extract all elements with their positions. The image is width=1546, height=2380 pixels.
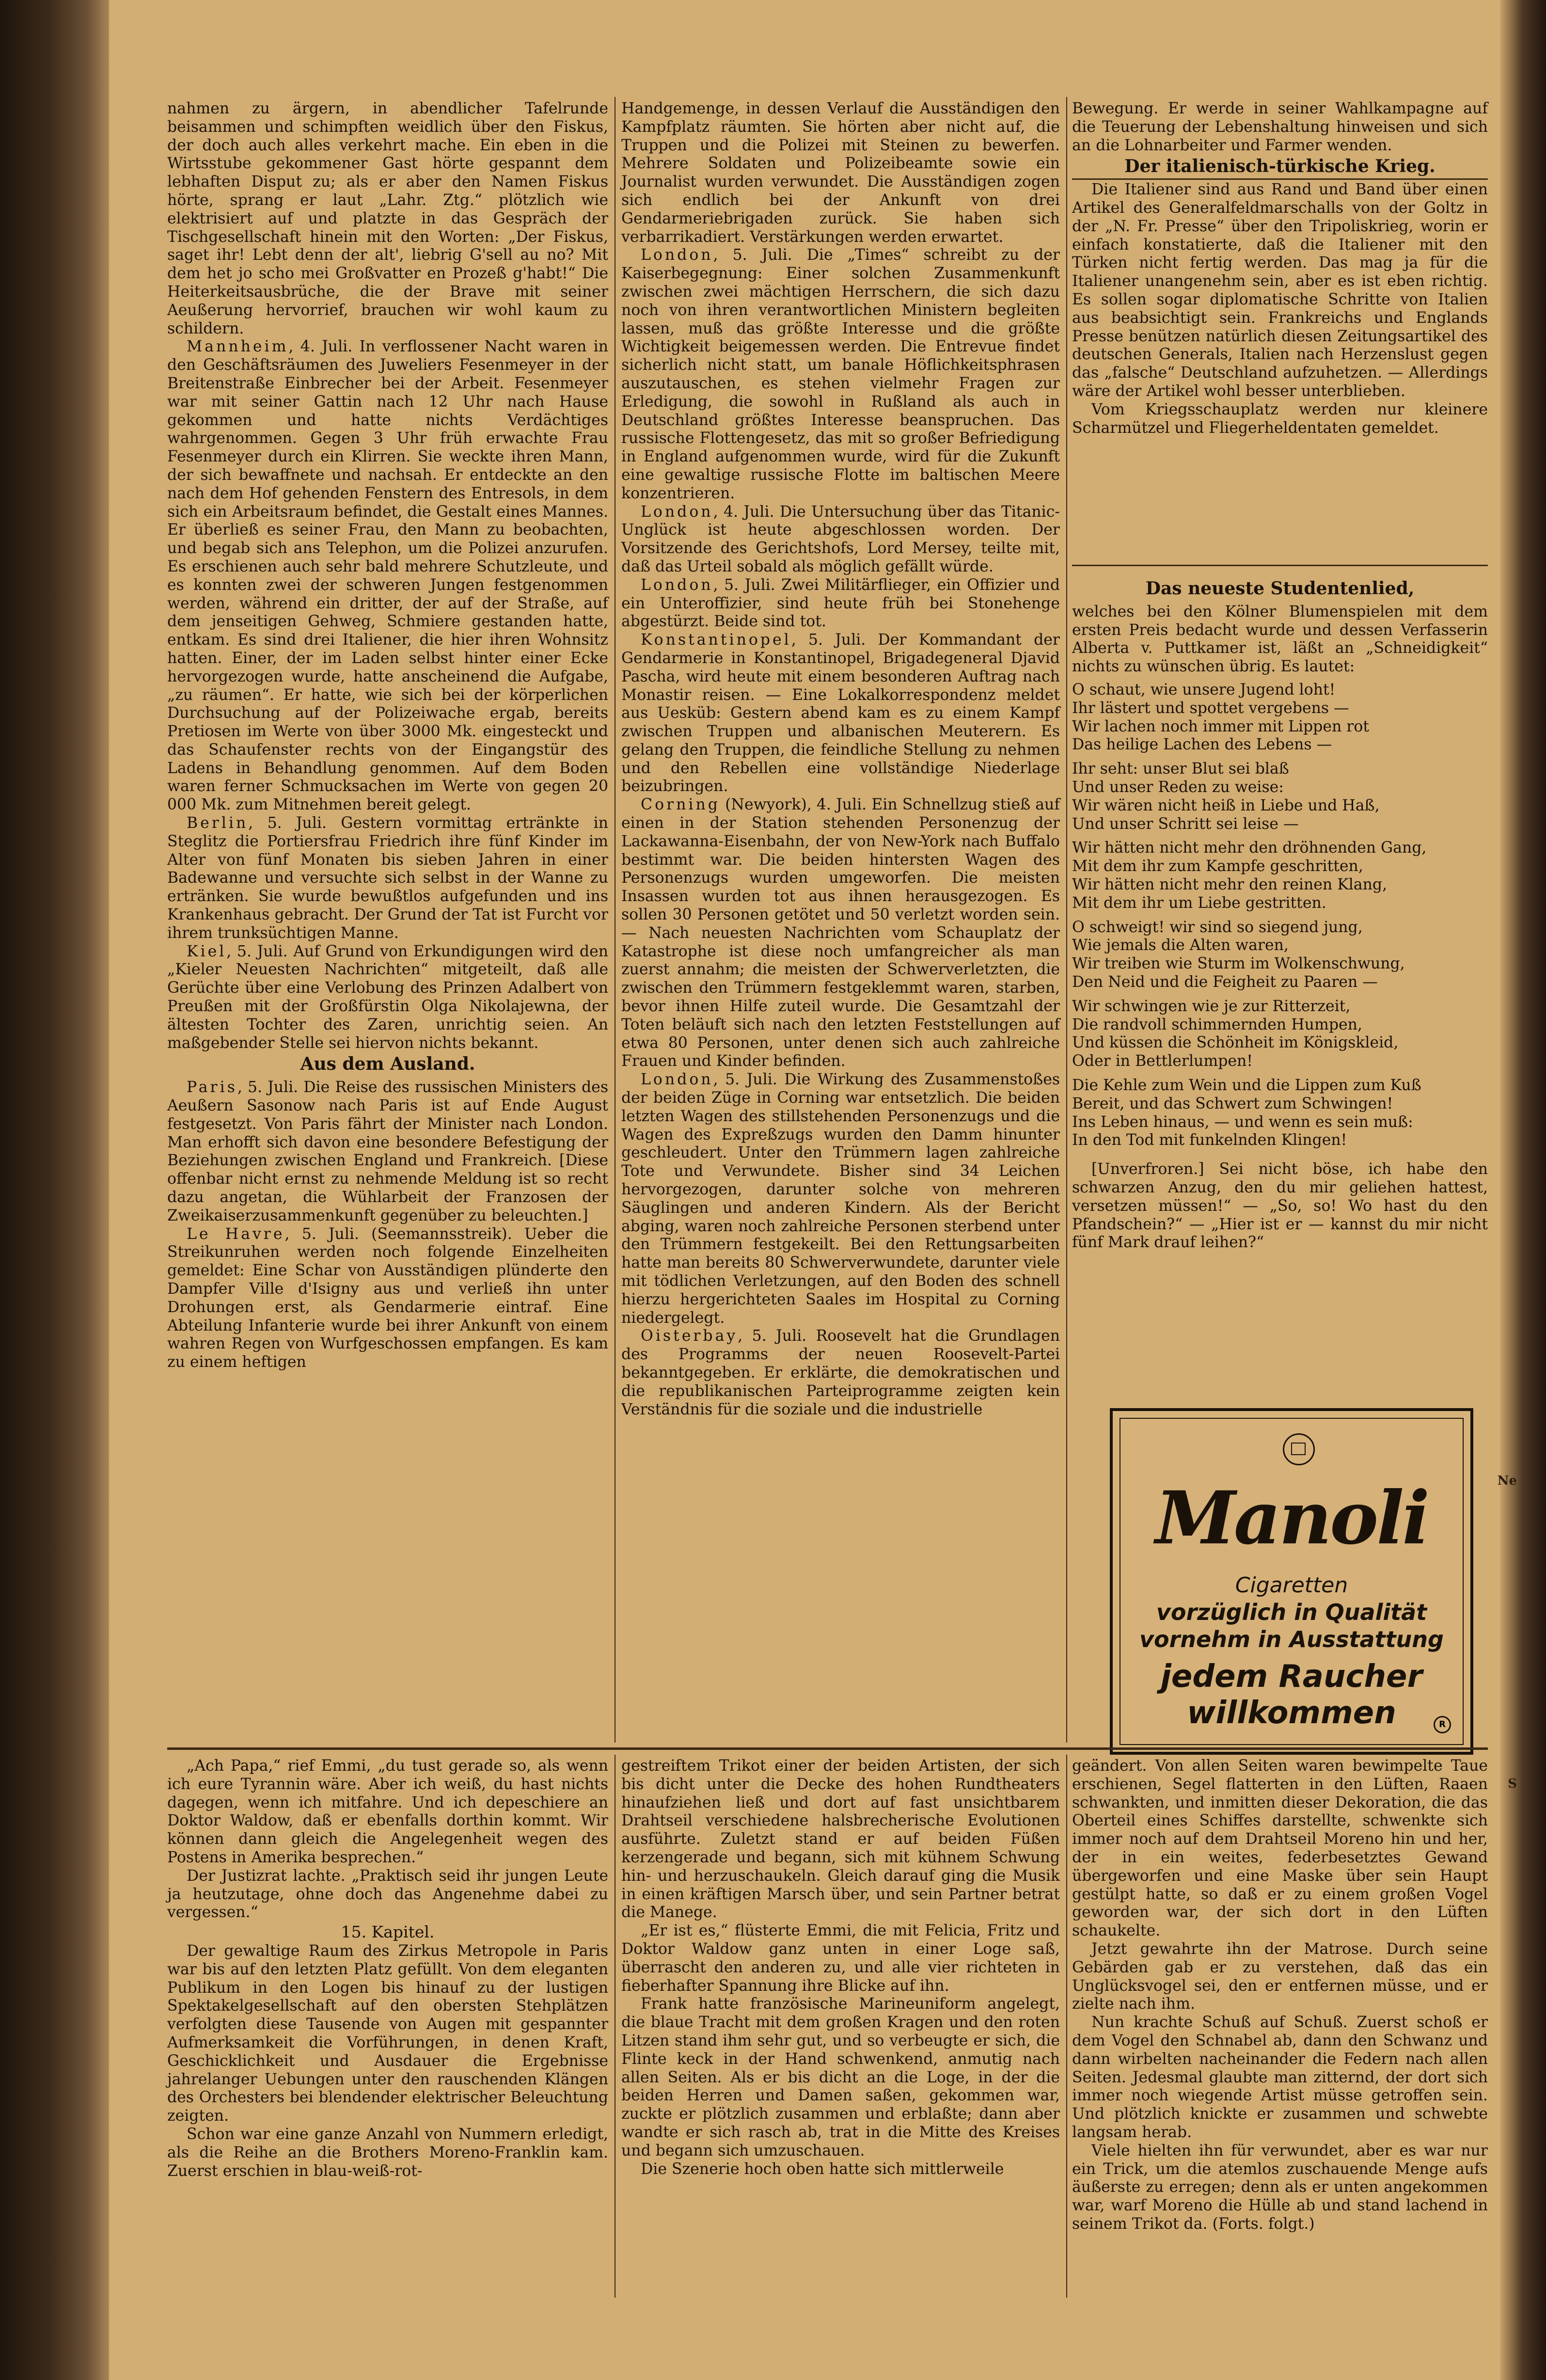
- paragraph-text: , 5. Juli. Roosevelt hat die Grundlagen des Programms der neuen Roosevelt-Partei bekanntgegeben. Er erklärte, die demokratischen und die republikanischen Parteiprogramme zeigten kein Verständnis für die soziale und die industrielle: [621, 1327, 1060, 1418]
- paragraph-text: Handgemenge, in dessen Verlauf die Ausständigen den Kampfplatz räumten. Sie hörten aber nicht auf, die Truppen und die Polizei mit Steinen zu bewerfen. Mehrere Soldaten und Polizeibeamte sowie ein Journalist wurden verwundet. Die Ausständigen zogen sich endlich bei der Ankunft von drei Gendarmeriebrigaden zurück. Sie haben sich verbarrikadiert. Verstärkungen werden erwartet.: [621, 100, 1060, 246]
- section-rule: [1072, 178, 1488, 180]
- paragraph-text: „Ach Papa,“ rief Emmi, „du tust gerade so, als wenn ich eure Tyrannin wäre. Aber ich weiß, du hast nichts dagegen, wenn ich mitfahre. Und ich depeschiere an Doktor Waldow, daß er ebenfalls dorthin kommt. Wir können dann gleich die Angelegenheit wegen des Postens in Amerika besprechen.“: [167, 1757, 608, 1866]
- paragraph-text: , 5. Juli. Die Reise des russischen Ministers des Aeußern Sasonow nach Paris ist auf Ende August festgesetzt. Von Paris fährt der Minister nach London. Man erhofft sich davon eine besondere Befestigung der Beziehungen zwischen England und Frankreich. [Diese offenbar nicht ernst zu nehmende Meldung ist so recht dazu angetan, die Wühlarbeit der Franzosen der Zweikaiserzusammenkunft gegenüber zu beleuchten.]: [167, 1079, 608, 1224]
- paragraph-text: „Er ist es,“ flüsterte Emmi, die mit Felicia, Fritz und Doktor Waldow ganz unten in einer Loge saß, überrascht den anderen zu, und alle vier richteten in fieberhafter Spannung ihre Blicke auf ihn.: [621, 1922, 1060, 1995]
- poem-line: Bereit, und das Schwert zum Schwingen!: [1072, 1095, 1393, 1112]
- paragraph-text: geändert. Von allen Seiten waren bewimpelte Taue erschienen, Segel flatterten in den Lüften, Raaen schwankten, und inmitten dieser Dekoration, die das Oberteil eines Schiffes darstellte, schwenkte sich immer noch auf dem Drahtseil Moreno hin und her, der in ein weites, federbesetztes Gewand übergeworfen und eine Maske über sein Haupt gestülpt hatte, so daß er zu einem großen Vogel geworden war, der sich dort in den Lüften schaukelte.: [1072, 1757, 1488, 1940]
- feuilleton-column-1: [167, 1757, 608, 2180]
- paragraph-text: Nun krachte Schuß auf Schuß. Zuerst schoß er dem Vogel den Schnabel ab, dann den Schwanz und dann wirbelten nacheinander die Federn nach allen Seiten. Jedesmal glaubte man zitternd, der dort sich immer noch wiegende Artist müsse getroffen sein. Und plötzlich knickte er zusammen und schwebte langsam herab.: [1072, 2014, 1488, 2141]
- paragraph-text: Frank hatte französische Marineuniform angelegt, die blaue Tracht mit dem großen Kragen und den roten Litzen stand ihm sehr gut, und so verbeugte er sich, die Flinte keck in der Hand schwenkend, anmutig nach allen Seiten. Als er bis dicht an die Loge, in der die beiden Herren und Damen saßen, gekommen war, zuckte er plötzlich zusammen und erblaßte; dann aber wandte er sich rasch ab, trat in die Mitte des Kreises und begann sich umzuschauen.: [621, 1995, 1060, 2159]
- article-paragraph: [621, 503, 1060, 576]
- poem-stanza: [1072, 919, 1488, 992]
- article-paragraph: [621, 2160, 1060, 2179]
- article-paragraph: [167, 2126, 608, 2180]
- dateline: Oisterbay: [641, 1327, 738, 1345]
- poem-line: Die randvoll schimmernden Humpen,: [1072, 1015, 1362, 1033]
- poem-line: Ihr seht: unser Blut sei blaß: [1072, 760, 1289, 778]
- poem-line: Wir wären nicht heiß in Liebe und Haß,: [1072, 796, 1380, 814]
- news-column-2: [621, 100, 1060, 1419]
- poem-line: Und küssen die Schönheit im Königskleid,: [1072, 1034, 1399, 1052]
- paragraph-text: , 4. Juli. Die Untersuchung über das Titanic-Unglück ist heute abgeschlossen worden. Der Vorsitzende des Gerichtshofs, Lord Mersey, teilte mit, daß das Urteil sobald als möglich gefällt würde.: [621, 503, 1060, 575]
- paragraph-text: Bewegung. Er werde in seiner Wahlkampagne auf die Teuerung der Lebenshaltung hinweisen und sich an die Lohnarbeiter und Farmer wenden.: [1072, 100, 1488, 154]
- ad-line: willkommen: [1187, 1695, 1396, 1731]
- paragraph-text: (Newyork), 4. Juli. Ein Schnellzug stieß auf einen in der Station stehenden Personenzug der Lackawanna-Eisenbahn, der von New-York nach Buffalo bestimmt war. Die beiden hintersten Wagen des Personenzugs wurden umgeworfen. Die meisten Insassen wurden tot aus ihnen herausgezogen. Es sollen 30 Personen getötet und 50 verletzt worden sein. — Nach neuesten Nachrichten vom Schauplatz der Katastrophe ist diese noch umfangreicher als man zuerst annahm; die meisten der Schwerverletzten, die zwischen den Trümmern festgeklemmt waren, starben, bevor ihnen Hilfe zuteil wurde. Die Gesamtzahl der Toten beläuft sich nach den letzten Feststellungen auf etwa 80 Personen, unter denen sich auch zahlreiche Frauen und Kinder befinden.: [621, 796, 1060, 1070]
- column-rule: [1066, 1755, 1067, 2298]
- poem-line: Den Neid und die Feigheit zu Paaren —: [1072, 973, 1378, 991]
- poem-line: Das heilige Lachen des Lebens —: [1072, 736, 1332, 754]
- poem-line: Wir schwingen wie je zur Ritterzeit,: [1072, 997, 1351, 1015]
- feuilleton-column-3: [1072, 1757, 1488, 2234]
- article-paragraph: [1072, 401, 1488, 438]
- paragraph-text: , 4. Juli. In verflossener Nacht waren in den Geschäftsräumen des Juweliers Fesenmeyer in der Breitenstraße Einbrecher bei der Arbeit. Fesenmeyer war mit seiner Gattin nach 12 Uhr nach Hause gekommen und hatte nichts Verdächtiges wahrgenommen. Gegen 3 Uhr früh erwachte Frau Fesenmeyer durch ein Klirren. Sie weckte ihren Mann, der sich bewaffnete und nachsah. Er entdeckte an den nach dem Hof gehenden Fenstern des Entresols, in dem sich ein Arbeitsraum befindet, die Gestalt eines Mannes. Er überließ es seiner Frau, den Mann zu beobachten, und begab sich ans Telephon, um die Polizei anzurufen. Es erschienen auch sehr bald mehrere Schutzleute, und es konnten zwei der schweren Jungen festgenommen werden, während ein dritter, der auf der Straße, auf dem jenseitigen Gehweg, Schmiere gestanden hatte, entkam. Es sind drei Italiener, die hier ihren Wohnsitz hatten. Einer, der im Laden selbst hinter einer Ecke hervorgezogen wurde, hatte anscheinend die Aufgabe, „zu räumen“. Er hatte, wie sich bei der körperlichen Durchsuchung auf der Polizeiwache ergab, bereits Pretiosen im Werte von über 3000 Mk. eingesteckt und das Schaufenster rechts von der Eingangstür des Ladens in Behandlung genommen. Auf dem Boden waren ferner Schmucksachen im Werte von gegen 20 000 Mk. zum Mitnehmen bereit gelegt.: [167, 338, 608, 814]
- poem-line: Wir hätten nicht mehr den dröhnenden Gang,: [1072, 839, 1427, 857]
- poem: [1072, 681, 1488, 1150]
- dateline: London: [641, 503, 713, 521]
- paragraph-text: , 5. Juli. Die Wirkung des Zusammenstoßes der beiden Züge in Corning war entsetzlich. Die beiden letzten Wagen des stillstehenden Personenzugs und die Wagen des Expreßzugs wurden den Damm hinunter geschleudert. Unter den Trümmern lagen zahlreiche Tote und Verwundete. Bisher sind 34 Leichen hervorgezogen, darunter solche von mehreren Säuglingen und anderen Kindern. Als der Bericht abging, waren noch zahlreiche Personen sterbend unter den Trümmern festgekeilt. Bei den Rettungsarbeiten hatte man bereits 80 Schwerverwundete, darunter viele mit tödlichen Verletzungen, auf den Boden des schnell hierzu hergerichteten Saales im Hospital zu Corning niedergelegt.: [621, 1071, 1060, 1327]
- edge-fragment: Ne: [1497, 1474, 1517, 1488]
- feuilleton-column-2: [621, 1757, 1060, 2178]
- registered-mark-icon: R: [1434, 1716, 1451, 1733]
- article-paragraph: [621, 1995, 1060, 2160]
- paragraph-text: , 5. Juli. Der Kommandant der Gendarmerie in Konstantinopel, Brigadegeneral Djavid Pascha, wird heute mit einem besonderen Auftrag nach Monastir reisen. — Eine Lokalkorrespondenz meldet aus Uesküb: Gestern abend kam es zu einem Kampf zwischen Truppen und albanischen Meuterern. Es gelang den Truppen, die feindliche Stellung zu nehmen und den Rebellen eine vollständige Niederlage beizubringen.: [621, 631, 1060, 795]
- news-column-1: [167, 100, 608, 1372]
- dateline: Corning: [641, 796, 720, 814]
- article-paragraph: [621, 631, 1060, 796]
- song-heading: Das neueste Studentenlied,: [1145, 578, 1415, 599]
- ad-frame: [1120, 1418, 1464, 1745]
- dateline: Berlin: [187, 814, 249, 832]
- joke-unverfroren: [Unverfroren.] Sei nicht böse, ich habe den schwarzen Anzug, den du mir geliehen hattest, versetzen müssen!“ — „So, so! Wo hast du den Pfandschein?“ — „Hier ist er — kannst du mir nicht fünf Mark drauf leihen?“: [1072, 1160, 1488, 1252]
- paragraph-text: , 5. Juli. Die „Times“ schreibt zu der Kaiserbegegnung: Einer solchen Zusammenkunft zwischen zwei mächtigen Herrschern, die sich dazu noch von ihren verantwortlichen Ministern begleiten lassen, muß das größte Interesse und die größte Wichtigkeit beigemessen werden. Die Entrevue findet sicherlich nicht statt, um banale Höflichkeitsphrasen auszutauschen, es stehen vielmehr Fragen zur Erledigung, die sowohl in Rußland als auch in Deutschland größtes Interesse beanspruchen. Das russische Flottengesetz, das mit so großer Befriedigung in England aufgenommen wurde, wird für die Zukunft eine gewaltige russische Flotte im baltischen Meere konzentrieren.: [621, 246, 1060, 502]
- article-paragraph: [1072, 181, 1488, 401]
- article-paragraph: [167, 338, 608, 814]
- article-paragraph: [1072, 1940, 1488, 2014]
- dateline: Kiel: [187, 942, 227, 960]
- article-paragraph: [621, 1757, 1060, 1922]
- article-paragraph: [167, 1757, 608, 1867]
- ad-line: vorzüglich in Qualität: [1156, 1599, 1427, 1625]
- paragraph-text: , 5. Juli. (Seemannsstreik). Ueber die Streikunruhen werden noch folgende Einzelheiten gemeldet: Eine Schar von Ausständigen plünderte den Dampfer Ville d'Isigny aus und verließ ihn unter Drohungen erst, als Gendarmerie eintraf. Eine Abteilung Infanterie wurde bei ihrer Ankunft von einem wahren Regen von Wurfgeschossen empfangen. Es kam zu einem heftigen: [167, 1225, 609, 1371]
- section-heading: Der italienisch-türkische Krieg.: [1124, 156, 1436, 177]
- poem-line: Mit dem ihr zum Kampfe geschritten,: [1072, 857, 1363, 875]
- article-paragraph: [1072, 100, 1488, 155]
- poem-line: Mit dem ihr um Liebe gestritten.: [1072, 894, 1326, 912]
- article-paragraph: [621, 576, 1060, 631]
- article-paragraph: [1072, 1757, 1488, 1940]
- manoli-advertisement: [1110, 1408, 1473, 1755]
- poem-stanza: [1072, 760, 1488, 833]
- poem-line: Ihr lästert und spottet vergebens —: [1072, 699, 1349, 717]
- poem-line: O schweigt! wir sind so siegend jung,: [1072, 918, 1363, 936]
- poem-line: Wie jemals die Alten waren,: [1072, 936, 1289, 954]
- dateline: Le Havre: [187, 1225, 285, 1243]
- dateline: Mannheim: [187, 338, 289, 356]
- ad-brand: Manoli: [1155, 1476, 1428, 1561]
- poem-line: Wir lachen noch immer mit Lippen rot: [1072, 717, 1369, 735]
- poem-line: Die Kehle zum Wein und die Lippen zum Kuß: [1072, 1076, 1421, 1094]
- section-heading: Aus dem Ausland.: [300, 1054, 475, 1075]
- article-paragraph: [167, 1225, 608, 1372]
- paragraph-text: Schon war eine ganze Anzahl von Nummern erledigt, als die Reihe an die Brothers Moreno-Franklin kam. Zuerst erschien in blau-weiß-rot-: [167, 2125, 608, 2180]
- book-binding: [0, 0, 109, 2380]
- paragraph-text: , 5. Juli. Zwei Militärflieger, ein Offizier und ein Unteroffizier, sind heute früh bei Stonehenge abgestürzt. Beide sind tot.: [621, 576, 1060, 631]
- article-paragraph: [621, 100, 1060, 246]
- paragraph-text: Viele hielten ihn für verwundet, aber es war nur ein Trick, um die atemlos zuschauende Menge aufs äußerste zu erregen; denn als er unten angekommen war, warf Moreno die Hülle ab und stand lachend in seinem Trikot da. (Forts. folgt.): [1072, 2142, 1488, 2233]
- dateline: Konstantinopel: [641, 631, 791, 649]
- manoli-logo-icon: [1283, 1433, 1315, 1465]
- poem-stanza: [1072, 1077, 1488, 1150]
- dateline: London: [641, 576, 713, 594]
- dateline: London: [641, 246, 713, 264]
- ad-line: Cigaretten: [1235, 1573, 1348, 1598]
- poem-line: In den Tod mit funkelnden Klingen!: [1072, 1131, 1347, 1149]
- ad-line: jedem Raucher: [1160, 1659, 1423, 1695]
- poem-stanza: [1072, 839, 1488, 912]
- article-paragraph: [167, 814, 608, 943]
- song-intro: welches bei den Kölner Blumenspielen mit dem ersten Preis bedacht wurde und dessen Verfasserin Alberta v. Puttkamer ist, läßt an „Schneidigkeit“ nichts zu wünschen übrig. Es lautet:: [1072, 603, 1488, 676]
- poem-line: Ins Leben hinaus, — und wenn es sein muß:: [1072, 1113, 1413, 1131]
- ad-line: vornehm in Ausstattung: [1139, 1626, 1444, 1652]
- student-song: [1072, 577, 1488, 1252]
- column-rule: [1066, 97, 1067, 1743]
- paragraph-text: Die Italiener sind aus Rand und Band über einen Artikel des Generalfeldmarschalls von der Goltz in der „N. Fr. Presse“ über den Tripoliskrieg, worin er einfach konstatierte, daß die Italiener mit den Türken nicht fertig werden. Das mag ja für die Italiener unangenehm sein, aber es ist eben richtig. Es sollen sogar diplomatische Schritte von Italien aus beabsichtigt sein. Frankreichs und Englands Presse benützen natürlich diesen Zeitungsartikel des deutschen Generals, Italien nach Herzenslust gegen das „falsche“ Deutschland aufzuhetzen. — Allerdings wäre der Artikel wohl besser unterblieben.: [1072, 181, 1488, 400]
- article-paragraph: [621, 1327, 1060, 1419]
- poem-line: Oder in Bettlerlumpen!: [1072, 1052, 1253, 1070]
- paragraph-text: Die Szenerie hoch oben hatte sich mittlerweile: [641, 2160, 1004, 2178]
- paragraph-text: Jetzt gewahrte ihn der Matrose. Durch seine Gebärden gab er zu verstehen, daß das ein Unglücksvogel sei, den er entfernen müsse, und er zielte nach ihm.: [1072, 1940, 1488, 2013]
- article-paragraph: [621, 796, 1060, 1071]
- dateline: Paris: [187, 1079, 237, 1096]
- news-column-3: [1072, 100, 1488, 437]
- paragraph-text: , 5. Juli. Gestern vormittag ertränkte in Steglitz die Portiersfrau Friedrich ihre fünf Kinder im Alter von fünf Monaten bis sieben Jahren in einer Badewanne und versuchte sich selbst in der Wanne zu ertränken. Sie wurde bewußtlos aufgefunden und ins Krankenhaus gebracht. Der Grund der Tat ist Furcht vor ihrem trunksüchtigen Manne.: [167, 814, 608, 942]
- poem-stanza: [1072, 998, 1488, 1071]
- chapter-heading: 15. Kapitel.: [341, 1922, 435, 1942]
- article-paragraph: [1072, 2014, 1488, 2142]
- article-paragraph: [621, 246, 1060, 503]
- poem-line: Wir hätten nicht mehr den reinen Klang,: [1072, 875, 1388, 893]
- poem-line: Und unser Reden zu weise:: [1072, 778, 1284, 796]
- feuilleton-rule: [167, 1747, 1488, 1750]
- paragraph-text: Der gewaltige Raum des Zirkus Metropole in Paris war bis auf den letzten Platz gefüllt. Von dem eleganten Publikum in den Logen bis hinauf zu der lustigen Spektakelgesellschaft auf den obersten Stehplätzen verfolgten diese Tausende von Augen mit gespannter Aufmerksamkeit die Vorführungen, in denen Kraft, Geschicklichkeit und Ausdauer die Ergebnisse jahrelanger Uebungen unter den rauschenden Klängen des Orchesters bei blendender elektrischer Beleuchtung zeigten.: [167, 1942, 608, 2125]
- poem-stanza: [1072, 681, 1488, 754]
- poem-line: O schaut, wie unsere Jugend loht!: [1072, 681, 1336, 698]
- article-paragraph: [1072, 2142, 1488, 2234]
- article-paragraph: [621, 1922, 1060, 1995]
- poem-line: Wir treiben wie Sturm im Wolkenschwung,: [1072, 955, 1405, 973]
- paragraph-text: Vom Kriegsschauplatz werden nur kleinere Scharmützel und Fliegerheldentaten gemeldet.: [1072, 400, 1488, 437]
- dateline: London: [641, 1071, 713, 1089]
- adjacent-page-edge: [1497, 0, 1546, 2380]
- article-paragraph: [621, 1071, 1060, 1327]
- poem-line: Und unser Schritt sei leise —: [1072, 815, 1299, 833]
- section-rule: [1072, 565, 1488, 566]
- paragraph-text: gestreiftem Trikot einer der beiden Artisten, der sich bis dicht unter die Decke des hohen Rundtheaters hinaufziehen ließ und dort auf fast unsichtbarem Drahtseil verschiedene halsbrecherische Evolutionen ausführte. Zuletzt stand er auf beiden Füßen kerzengerade und begann, sich mit kühnem Schwung hin- und herzuschaukeln. Gleich darauf ging die Musik in einen kräftigen Marsch über, und sein Partner betrat die Manege.: [621, 1757, 1060, 1921]
- article-paragraph: [167, 100, 608, 338]
- article-paragraph: [167, 1942, 608, 2126]
- article-paragraph: [167, 1867, 608, 1922]
- article-paragraph: [167, 1079, 608, 1225]
- paragraph-text: nahmen zu ärgern, in abendlicher Tafelrunde beisammen und schimpften weidlich über den Fiskus, der doch auch alles verkehrt mache. Ein eben in die Wirtsstube gekommener Gast hörte gespannt dem lebhaften Disput zu; als er aber den Namen Fiskus hörte, sprang er laut „Lahr. Ztg.“ plötzlich wie elektrisiert auf und platzte in das Gespräch der Tischgesellschaft hinein mit den Worten: „Der Fiskus, saget ihr! Lebt denn der alt', liebrig G'sell au no? Mit dem het jo scho mei Großvatter en Prozeß g'habt!“ Die Heiterkeitsausbrüche, die der Brave mit seiner Aeußerung hervorrief, brauchen wir wohl kaum zu schildern.: [167, 100, 608, 337]
- article-paragraph: [167, 943, 608, 1053]
- paragraph-text: Der Justizrat lachte. „Praktisch seid ihr jungen Leute ja heutzutage, ohne doch das Angenehme dabei zu vergessen.“: [167, 1867, 608, 1921]
- edge-fragment: S: [1508, 1777, 1517, 1791]
- paragraph-text: , 5. Juli. Auf Grund von Erkundigungen wird den „Kieler Neuesten Nachrichten“ mitgeteilt, daß alle Gerüchte über eine Verlobung des Prinzen Adalbert von Preußen mit der Großfürstin Olga Nikolajewna, der ältesten Tochter des Zaren, unrichtig seien. An maßgebender Stelle sei hiervon nichts bekannt.: [167, 942, 608, 1052]
